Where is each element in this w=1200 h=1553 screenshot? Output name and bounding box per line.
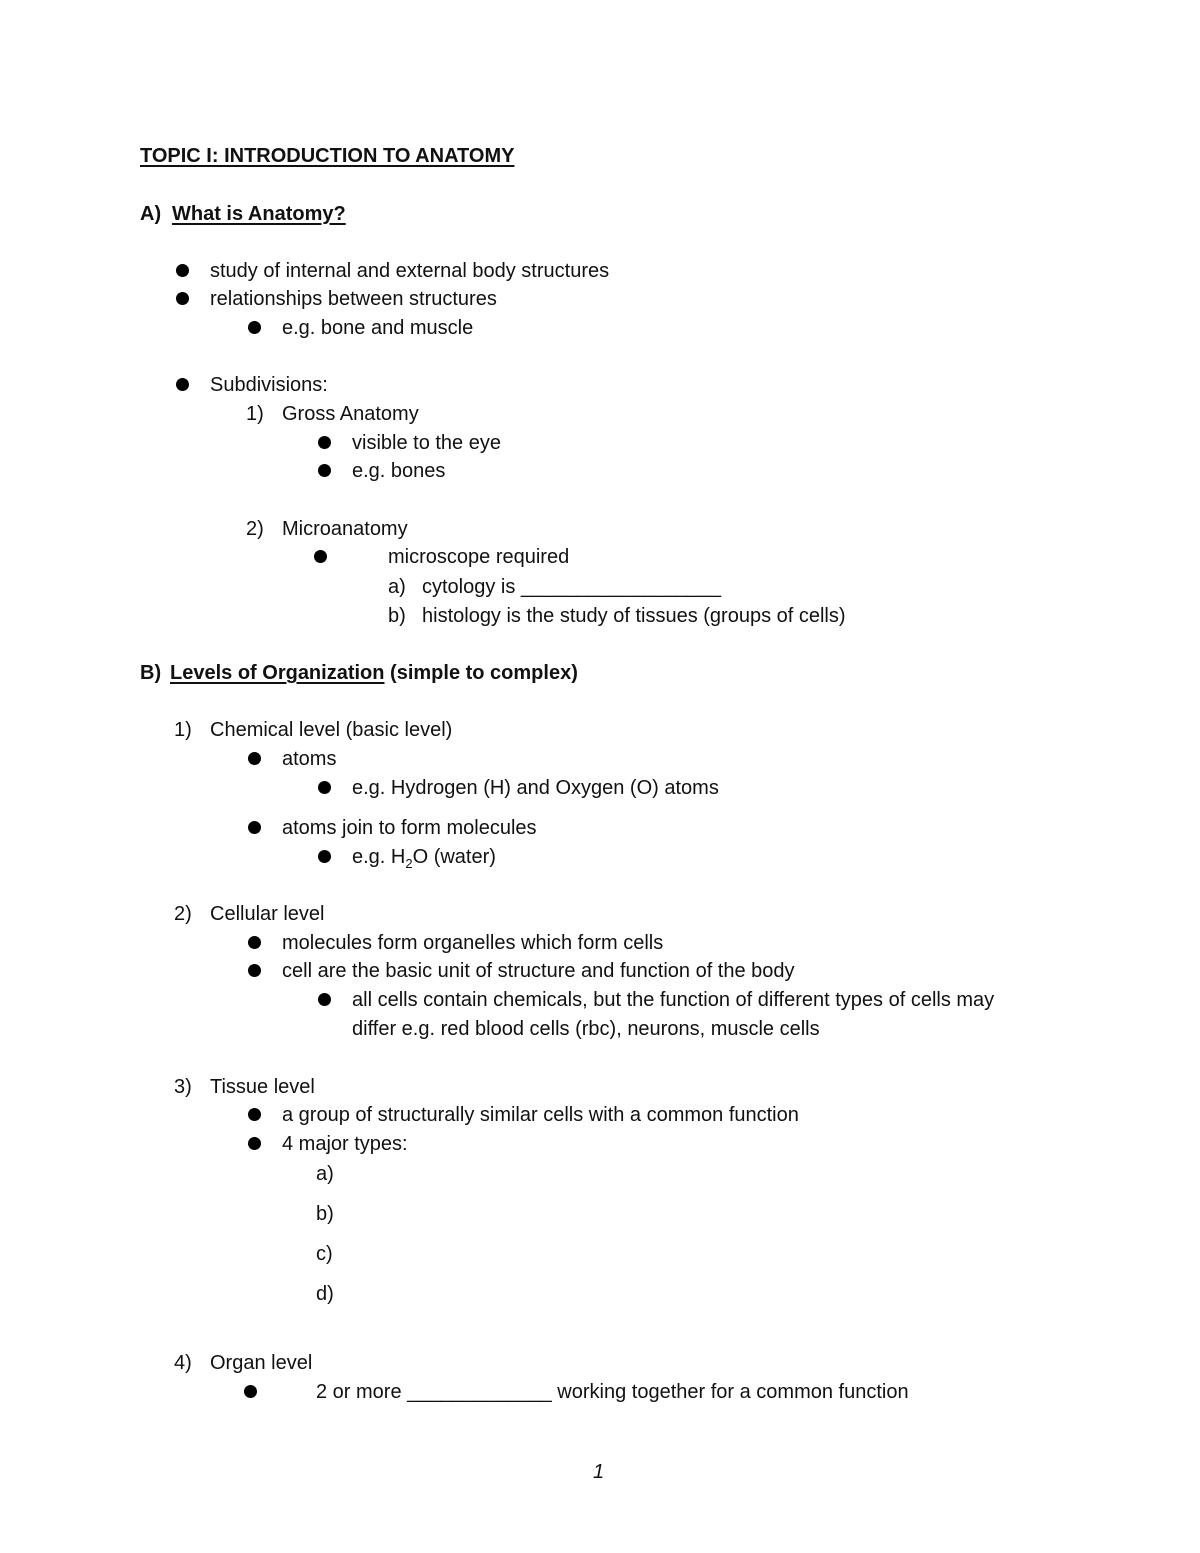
list-item: relationships between structures [210, 288, 497, 310]
section-b-heading [170, 661, 578, 685]
list-item: Microanatomy [282, 518, 408, 540]
list-number: 4) [174, 1352, 192, 1374]
bullet-icon [248, 821, 261, 834]
list-letter: a) [316, 1163, 334, 1185]
list-number: 2) [174, 903, 192, 925]
bullet-icon [318, 436, 331, 449]
list-item: study of internal and external body structures [210, 260, 610, 282]
list-letter: a) [388, 576, 406, 598]
list-item: atoms [282, 748, 337, 770]
bullet-icon [248, 936, 261, 949]
list-item: all cells contain chemicals, but the function of different types of cells may [352, 989, 995, 1011]
bullet-icon [248, 964, 261, 977]
list-item: Organ level [210, 1352, 313, 1374]
water-prefix: e.g. H [352, 846, 406, 868]
list-item: 2 or more _____________ working together for a common function [316, 1381, 909, 1403]
list-item: Chemical level (basic level) [210, 719, 453, 741]
section-b-heading-note: (simple to complex) [390, 662, 578, 684]
list-number: 2) [246, 518, 264, 540]
water-suffix: O (water) [412, 846, 496, 868]
bullet-icon [244, 1385, 257, 1398]
list-item: e.g. bone and muscle [282, 317, 474, 339]
bullet-icon [248, 1108, 261, 1121]
subdivisions-label: Subdivisions: [210, 374, 328, 396]
list-item: Cellular level [210, 903, 325, 925]
bullet-icon [318, 993, 331, 1006]
document-title: TOPIC I: INTRODUCTION TO ANATOMY [140, 145, 515, 167]
bullet-icon [318, 464, 331, 477]
list-letter: b) [388, 605, 406, 627]
bullet-icon [248, 321, 261, 334]
bullet-icon [176, 378, 189, 391]
water-subscript: 2 [405, 856, 413, 871]
bullet-icon [314, 550, 327, 563]
list-letter: b) [316, 1203, 334, 1225]
list-item: atoms join to form molecules [282, 817, 537, 839]
section-a-marker: A) [140, 203, 162, 225]
list-item: cell are the basic unit of structure and function of the body [282, 960, 795, 982]
bullet-icon [318, 781, 331, 794]
list-letter: c) [316, 1243, 333, 1265]
list-item: Gross Anatomy [282, 403, 419, 425]
list-item: 4 major types: [282, 1133, 408, 1155]
list-number: 1) [246, 403, 264, 425]
list-number: 3) [174, 1076, 192, 1098]
bullet-icon [176, 292, 189, 305]
list-item: e.g. bones [352, 460, 446, 482]
list-item: molecules form organelles which form cells [282, 932, 664, 954]
list-item: Tissue level [210, 1076, 315, 1098]
list-item: histology is the study of tissues (groups of cells) [422, 605, 846, 627]
list-item: visible to the eye [352, 432, 501, 454]
section-b-heading-title: Levels of Organization [170, 662, 385, 684]
list-item: e.g. Hydrogen (H) and Oxygen (O) atoms [352, 777, 719, 799]
bullet-icon [248, 1137, 261, 1150]
bullet-icon [248, 752, 261, 765]
list-item: cytology is __________________ [422, 576, 722, 598]
section-b-marker: B) [140, 662, 162, 684]
list-item: a group of structurally similar cells with a common function [282, 1104, 799, 1126]
list-item-continuation: differ e.g. red blood cells (rbc), neurons, muscle cells [352, 1018, 820, 1040]
bullet-icon [176, 264, 189, 277]
section-a-heading: What is Anatomy? [172, 203, 346, 225]
list-number: 1) [174, 719, 192, 741]
bullet-icon [318, 850, 331, 863]
page-number: 1 [593, 1461, 605, 1483]
list-letter: d) [316, 1283, 334, 1305]
list-item: microscope required [388, 546, 570, 568]
list-item [352, 845, 496, 869]
